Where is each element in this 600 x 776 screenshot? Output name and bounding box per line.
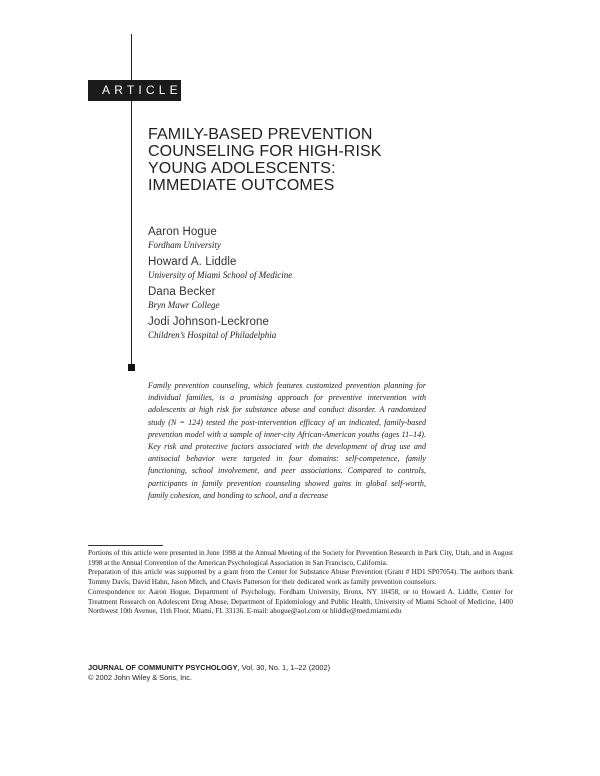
author-3 bbox=[148, 286, 448, 311]
author-affiliation: University of Miami School of Medicine bbox=[148, 270, 293, 280]
author-name: Aaron Hogue bbox=[148, 226, 217, 238]
footnote-presentation: Portions of this article were presented in June 1998 at the Annual Meeting of the Society for Prevention Research in Park City, Utah, and in August 1998 at the Annual Convention of the American Psychological Association in San Francisco, California. bbox=[88, 549, 513, 567]
author-name: Jodi Johnson-Leckrone bbox=[148, 316, 270, 328]
footnotes bbox=[88, 549, 513, 617]
abstract: Family prevention counseling, which features customized prevention planning for individual families, is a promising approach for preventive intervention with adolescents at high risk for substance abuse and conduct disorder. A randomized study (N = 124) tested the post-intervention efficacy of an indicated, family-based prevention model with a sample of inner-city African-American youths (ages 11–14). Key risk and protective factors associated with the development of drug use and antisocial behavior were targeted in four domains: self-competence, family functioning, school involvement, and peer associations. Compared to controls, participants in family prevention counseling showed gains in global self-worth, family cohesion, and bonding to school, and a decrease bbox=[148, 381, 426, 500]
title-line-2: COUNSELING FOR HIGH-RISK bbox=[148, 143, 382, 160]
article-label: ARTICLE bbox=[88, 80, 181, 101]
author-affiliation: Fordham University bbox=[148, 240, 221, 250]
journal-citation-line bbox=[88, 663, 513, 673]
footnote-funding: Preparation of this article was supported by a grant from the Center for Substance Abuse Prevention (Grant # HD1 SP07054). The authors thank Tommy Davis, David Hahn, Jason Mitch, and Chavis Patterson for their dedicated work as family prevention counselors. bbox=[88, 568, 513, 587]
margin-rule-end-square bbox=[128, 364, 135, 371]
author-4 bbox=[148, 316, 448, 341]
author-1 bbox=[148, 226, 448, 251]
journal-name: JOURNAL OF COMMUNITY PSYCHOLOGY bbox=[88, 663, 238, 672]
author-affiliation: Children’s Hospital of Philadelphia bbox=[148, 330, 277, 340]
author-2 bbox=[148, 256, 448, 281]
author-name: Howard A. Liddle bbox=[148, 256, 237, 268]
title-line-1: FAMILY-BASED PREVENTION bbox=[148, 126, 373, 143]
journal-citation: , Vol. 30, No. 1, 1–22 (2002) bbox=[237, 663, 331, 672]
author-name: Dana Becker bbox=[148, 286, 216, 298]
title-line-4: IMMEDIATE OUTCOMES bbox=[148, 177, 335, 194]
title-line-3: YOUNG ADOLESCENTS: bbox=[148, 160, 336, 177]
author-list bbox=[148, 226, 448, 346]
journal-info bbox=[88, 663, 513, 682]
article-title bbox=[148, 126, 448, 194]
footnote-correspondence: Correspondence to: Aaron Hogue, Department of Psychology, Fordham University, Bronx, NY 10458, or to Howard A. Liddle, Center for Treatment Research on Adolescent Drug Abuse, Department of Epidemiology and Public Health, University of Miami School of Medicine, 1400 Northwest 10th Avenue, 11th Floor, Miami, FL 33136. E-mail: ahogue@aol.com or hliddle@med.miami.edu bbox=[88, 587, 513, 616]
journal-copyright: © 2002 John Wiley & Sons, Inc. bbox=[88, 672, 193, 682]
footnote-rule bbox=[88, 545, 163, 546]
author-affiliation: Bryn Mawr College bbox=[148, 300, 220, 310]
